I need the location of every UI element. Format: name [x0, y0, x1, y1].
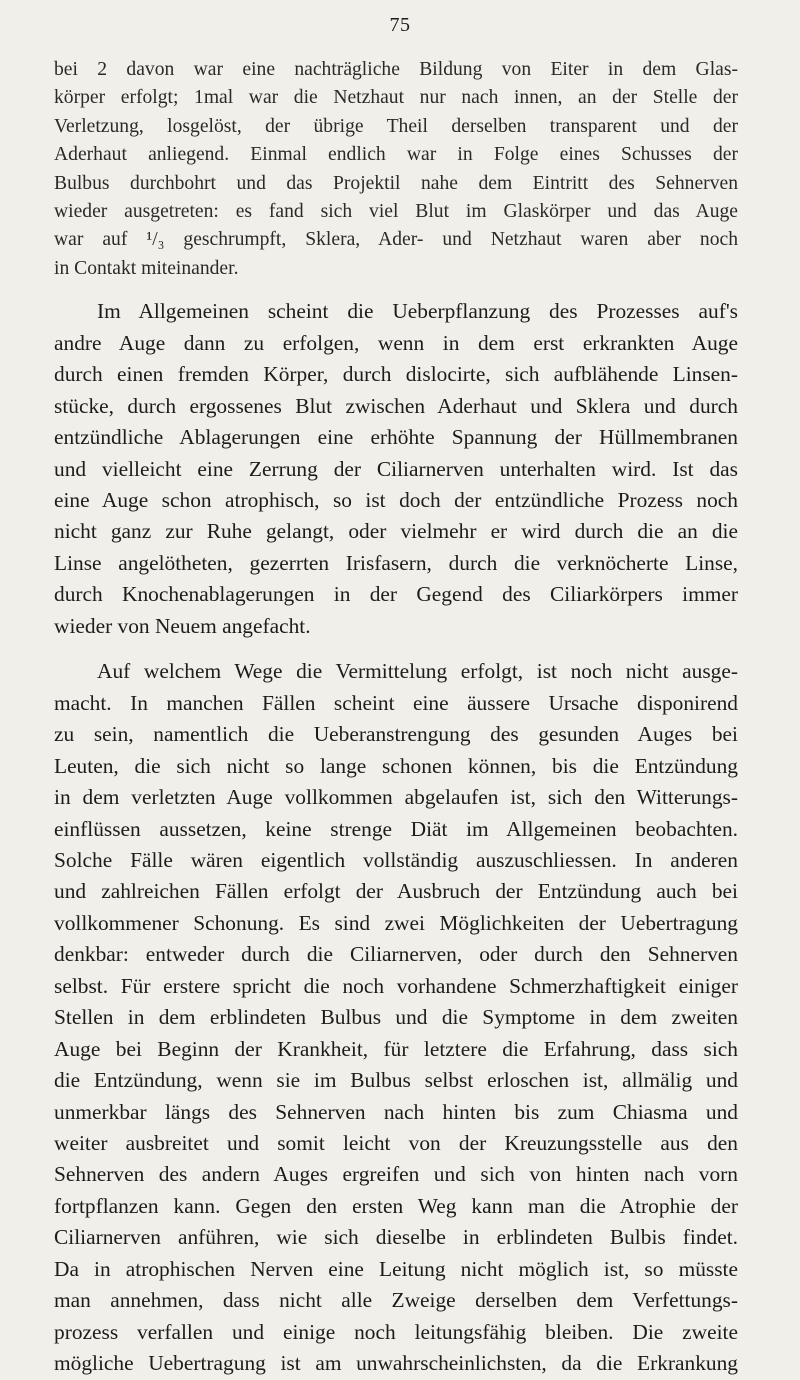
text-line: bei 2 davon war eine nachträgliche Bildung von Eiter in dem Glas-: [54, 59, 738, 80]
text-line: unmerkbar längs des Sehnerven nach hinten bis zum Chiasma und: [54, 1099, 738, 1124]
text-line: Ciliarnerven anführen, wie sich dieselbe in erblindeten Bulbis findet.: [54, 1225, 738, 1250]
text-line: war auf ¹/₃ geschrumpft, Sklera, Ader- und Netzhaut waren aber noch: [54, 229, 738, 251]
text-line: Im Allgemeinen scheint die Ueberpflanzung des Prozesses auf's: [97, 299, 738, 324]
text-line: wieder von Neuem angefacht.: [54, 613, 311, 638]
text-line: Verletzung, losgelöst, der übrige Theil derselben transparent und der: [54, 115, 738, 137]
text-line: nicht ganz zur Ruhe gelangt, oder vielmehr er wird durch die an die: [54, 519, 738, 544]
text-line: prozess verfallen und einige noch leitungsfähig bleiben. Die zweite: [54, 1319, 738, 1344]
text-line: Auf welchem Wege die Vermittelung erfolgt, ist noch nicht ausge-: [97, 659, 738, 684]
text-line: Stellen in dem erblindeten Bulbus und die Symptome in dem zweiten: [54, 1005, 738, 1030]
text-line: fortpflanzen kann. Gegen den ersten Weg kann man die Atrophie der: [54, 1193, 738, 1218]
text-line: vollkommener Schonung. Es sind zwei Möglichkeiten der Uebertragung: [54, 910, 738, 935]
text-line: Linse angelötheten, gezerrten Irisfasern, durch die verknöcherte Linse,: [54, 550, 738, 575]
text-line: selbst. Für erstere spricht die noch vorhandene Schmerzhaftigkeit einiger: [54, 973, 738, 998]
paragraph-2: [54, 296, 738, 642]
text-line: andre Auge dann zu erfolgen, wenn in dem erst erkrankten Auge: [54, 330, 738, 355]
paragraph-1: [54, 56, 738, 283]
text-line: in Contakt miteinander.: [54, 257, 239, 279]
text-line: stücke, durch ergossenes Blut zwischen Aderhaut und Sklera und durch: [54, 393, 738, 418]
text-line: mögliche Uebertragung ist am unwahrscheinlichsten, da die Erkrankung: [54, 1351, 738, 1376]
text-line: körper erfolgt; 1mal war die Netzhaut nur nach innen, an der Stelle der: [54, 87, 738, 109]
body-text: [54, 56, 738, 1380]
text-line: und zahlreichen Fällen erfolgt der Ausbruch der Entzündung auch bei: [54, 879, 738, 904]
text-line: eine Auge schon atrophisch, so ist doch der entzündliche Prozess noch: [54, 487, 738, 512]
text-line: macht. In manchen Fällen scheint eine äussere Ursache disponirend: [54, 690, 738, 715]
text-line: wieder ausgetreten: es fand sich viel Blut im Glaskörper und das Auge: [54, 201, 738, 223]
text-line: Sehnerven des andern Auges ergreifen und sich von hinten nach vorn: [54, 1162, 738, 1187]
text-line: Auge bei Beginn der Krankheit, für letztere die Erfahrung, dass sich: [54, 1036, 738, 1061]
text-line: weiter ausbreitet und somit leicht von der Kreuzungsstelle aus den: [54, 1131, 738, 1156]
text-line: Solche Fälle wären eigentlich vollständig auszuschliessen. In anderen: [54, 847, 738, 872]
text-line: Da in atrophischen Nerven eine Leitung nicht möglich ist, so müsste: [54, 1256, 738, 1281]
text-line: zu sein, namentlich die Ueberanstrengung des gesunden Auges bei: [54, 722, 738, 747]
text-line: man annehmen, dass nicht alle Zweige derselben dem Verfettungs-: [54, 1288, 738, 1313]
text-line: Leuten, die sich nicht so lange schonen können, bis die Entzündung: [54, 753, 738, 778]
text-line: die Entzündung, wenn sie im Bulbus selbst erloschen ist, allmälig und: [54, 1068, 738, 1093]
page-number: 75: [389, 14, 411, 36]
text-line: Aderhaut anliegend. Einmal endlich war in Folge eines Schusses der: [54, 144, 738, 166]
paragraph-3: [54, 656, 738, 1379]
text-line: entzündliche Ablagerungen eine erhöhte Spannung der Hüllmembranen: [54, 425, 738, 450]
text-line: einflüssen aussetzen, keine strenge Diät im Allgemeinen beobachten.: [54, 816, 738, 841]
text-line: durch Knochenablagerungen in der Gegend des Ciliarkörpers immer: [54, 582, 738, 607]
text-line: und vielleicht eine Zerrung der Ciliarnerven unterhalten wird. Ist das: [54, 456, 738, 481]
text-line: in dem verletzten Auge vollkommen abgelaufen ist, sich den Witterungs-: [54, 785, 738, 810]
text-line: Bulbus durchbohrt und das Projektil nahe dem Eintritt des Sehnerven: [54, 172, 738, 194]
text-line: denkbar: entweder durch die Ciliarnerven, oder durch den Sehnerven: [54, 942, 738, 967]
text-line: durch einen fremden Körper, durch dislocirte, sich aufblähende Linsen-: [54, 362, 738, 387]
